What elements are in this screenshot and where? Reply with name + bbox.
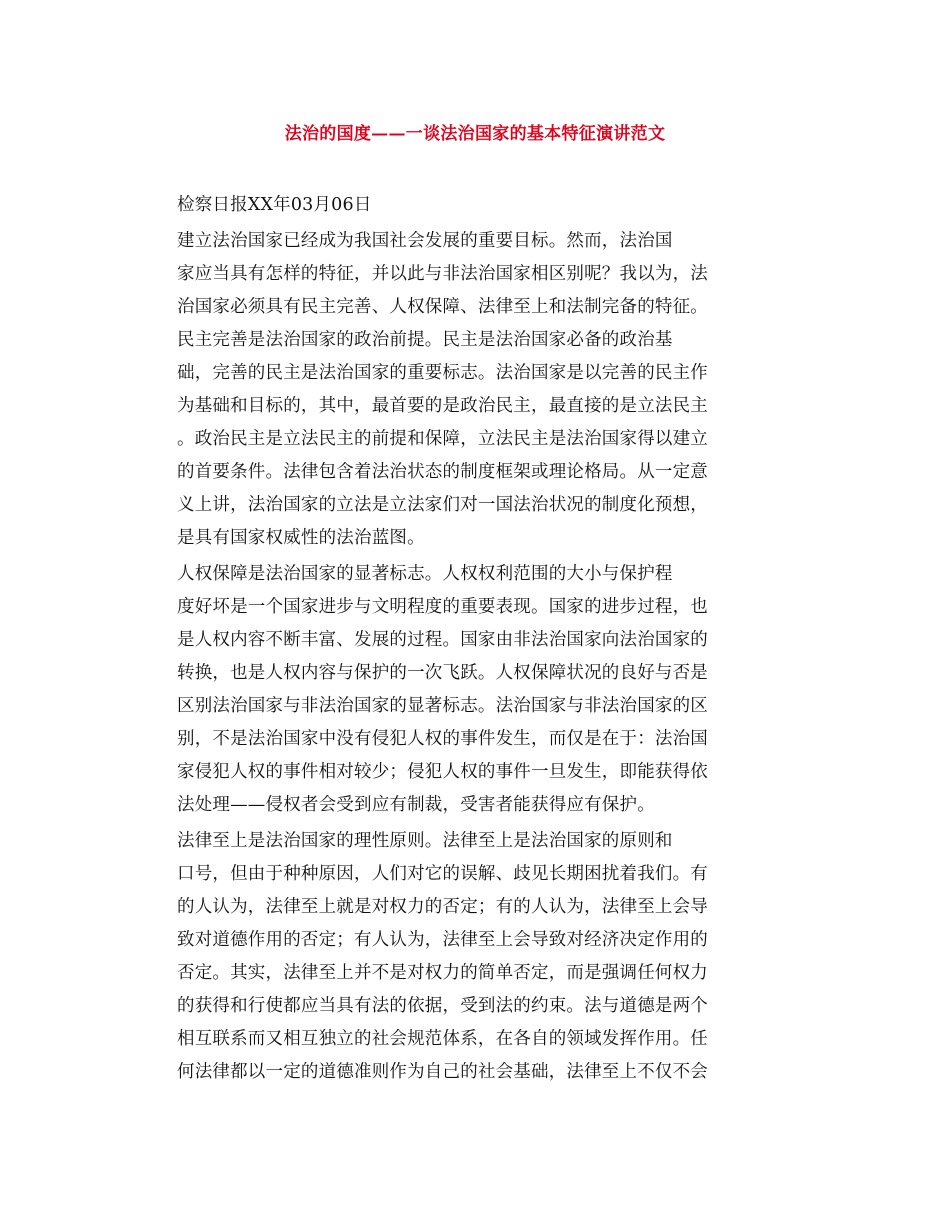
text-line: 法处理——侵权者会受到应有制裁，受害者能获得应有保护。: [177, 795, 655, 815]
text-line: 治国家必须具有民主完善、人权保障、法律至上和法制完备的特征。: [177, 297, 708, 317]
text-line: 家应当具有怎样的特征，并以此与非法治国家相区别呢？我以为，法: [177, 264, 708, 284]
document-title: 法治的国度——一谈法治国家的基本特征演讲范文: [284, 124, 666, 144]
text-line: 义上讲，法治国家的立法是立法家们对一国法治状况的制度化预想，: [177, 495, 708, 515]
text-line: 法律至上是法治国家的理性原则。法律至上是法治国家的原则和: [177, 831, 673, 851]
text-line: 何法律都以一定的道德准则作为自己的社会基础，法律至上不仅不会: [177, 1062, 708, 1082]
source-line: 检察日报XX年03月06日: [177, 195, 372, 215]
text-line: 别，不是法治国家中没有侵犯人权的事件发生，而仅是在于：法治国: [177, 729, 708, 749]
text-line: 口号，但由于种种原因，人们对它的误解、歧见长期困扰着我们。有: [177, 864, 708, 884]
text-line: 的获得和行使都应当具有法的依据，受到法的约束。法与道德是两个: [177, 996, 708, 1016]
text-line: 。政治民主是立法民主的前提和保障，立法民主是法治国家得以建立: [177, 429, 708, 449]
text-line: 区别法治国家与非法治国家的显著标志。法治国家与非法治国家的区: [177, 696, 708, 716]
text-line: 是人权内容不断丰富、发展的过程。国家由非法治国家向法治国家的: [177, 630, 708, 650]
text-line: 为基础和目标的，其中，最首要的是政治民主，最直接的是立法民主: [177, 396, 708, 416]
text-line: 转换，也是人权内容与保护的一次飞跃。人权保障状况的良好与否是: [177, 663, 708, 683]
text-line: 人权保障是法治国家的显著标志。人权权利范围的大小与保护程: [177, 564, 673, 584]
text-line: 础，完善的民主是法治国家的重要标志。法治国家是以完善的民主作: [177, 363, 708, 383]
text-line: 相互联系而又相互独立的社会规范体系，在各自的领域发挥作用。任: [177, 1029, 708, 1049]
text-line: 度好坏是一个国家进步与文明程度的重要表现。国家的进步过程，也: [177, 597, 708, 617]
text-line: 否定。其实，法律至上并不是对权力的简单否定，而是强调任何权力: [177, 963, 708, 983]
text-line: 的人认为，法律至上就是对权力的否定；有的人认为，法律至上会导: [177, 897, 708, 917]
text-line: 家侵犯人权的事件相对较少；侵犯人权的事件一旦发生，即能获得依: [177, 762, 708, 782]
text-line: 民主完善是法治国家的政治前提。民主是法治国家必备的政治基: [177, 330, 673, 350]
text-line: 的首要条件。法律包含着法治状态的制度框架或理论格局。从一定意: [177, 462, 708, 482]
text-line: 致对道德作用的否定；有人认为，法律至上会导致对经济决定作用的: [177, 930, 708, 950]
text-line: 是具有国家权威性的法治蓝图。: [177, 528, 425, 548]
text-line: 建立法治国家已经成为我国社会发展的重要目标。然而，法治国: [177, 231, 673, 251]
